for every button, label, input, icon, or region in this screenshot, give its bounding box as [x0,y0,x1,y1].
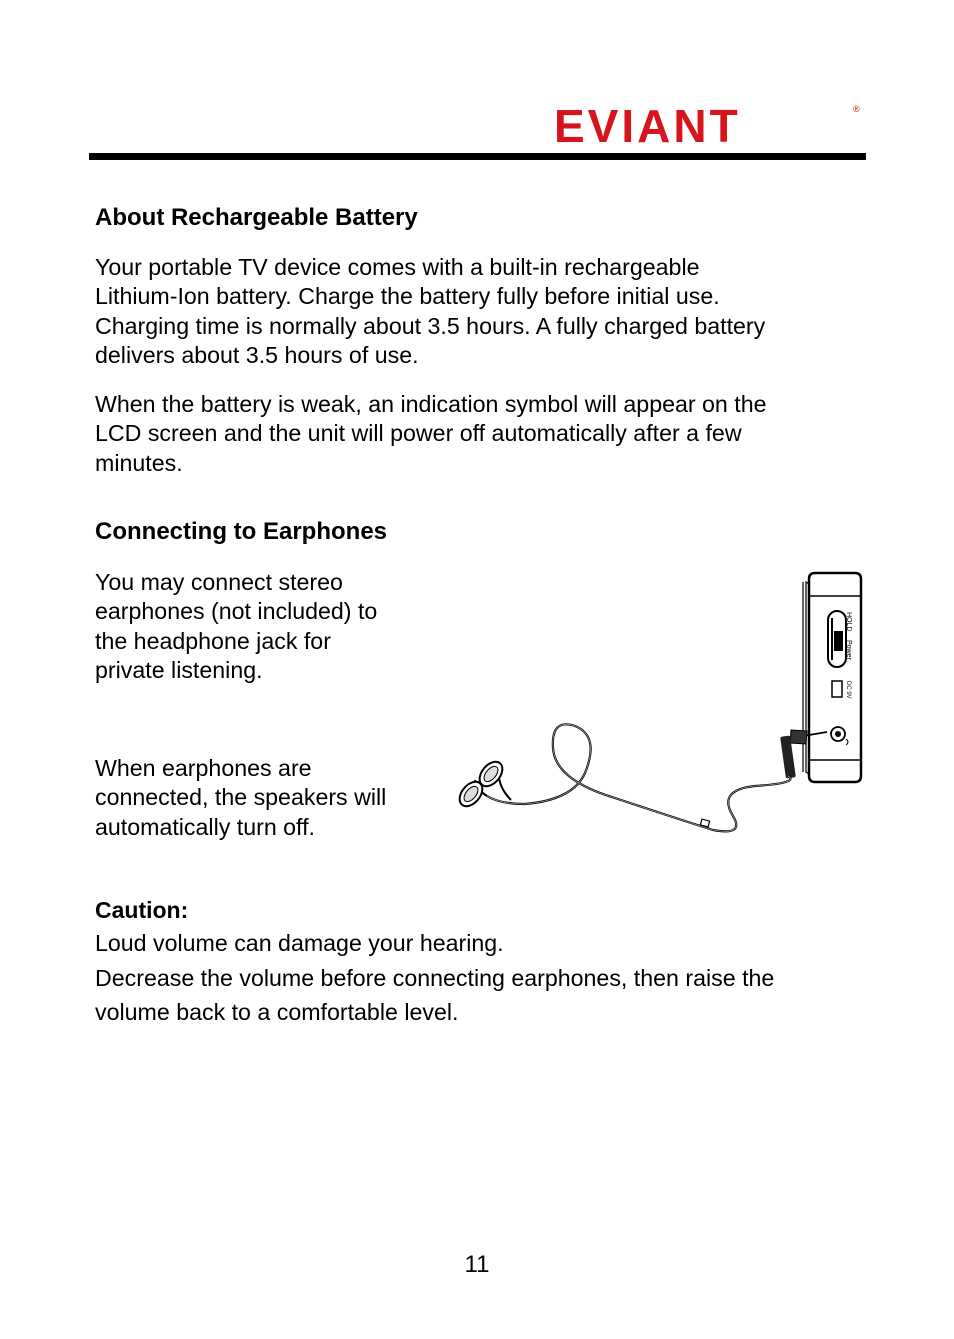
page-number: 11 [464,1251,490,1278]
text-line: minutes. [95,449,183,476]
earphones-device-illustration [455,568,868,843]
hold-label: HOLD [845,612,852,632]
earphones-paragraph-1 [95,568,377,685]
caution-line-1: Loud volume can damage your hearing. [95,930,504,956]
logo-registered-mark: ® [853,104,860,114]
header-divider [89,153,866,160]
text-line: Decrease the volume before connecting earphones, then raise the [95,965,775,991]
text-line: volume back to a comfortable level. [95,998,459,1025]
power-label: Power [845,640,852,660]
text-line: When earphones are [95,755,312,781]
text-line: When the battery is weak, an indication symbol will appear on the [95,391,767,417]
device-side-view [803,573,861,782]
dc-label: DC 9V [845,681,851,699]
earphones-paragraph-2 [95,754,386,842]
battery-paragraph-1 [95,253,765,370]
text-line: Charging time is normally about 3.5 hours. A fully charged battery [95,312,766,339]
dc-port [832,681,842,697]
text-line: LCD screen and the unit will power off automatically after a few [95,420,742,447]
caution-heading: Caution: [95,897,189,923]
caution-paragraph [95,962,774,1029]
earphones-heading: Connecting to Earphones [95,518,388,545]
text-line: Lithium-Ion battery. Charge the battery fully before initial use. [95,283,720,310]
text-line: Your portable TV device comes with a built-in rechargeable [95,254,700,280]
text-line: You may connect stereo [95,569,343,595]
text-line: the headphone jack for [95,627,331,654]
eviant-logo [552,100,864,150]
text-line: connected, the speakers will [95,784,387,811]
logo-text: EVIANT [554,100,741,150]
text-line: automatically turn off. [95,813,315,840]
text-line: private listening. [95,656,263,683]
text-line: earphones (not included) to [95,598,378,625]
battery-paragraph-2 [95,390,767,478]
text-line: delivers about 3.5 hours of use. [95,341,419,368]
battery-heading: About Rechargeable Battery [95,204,418,231]
earphone-cable [487,724,791,831]
